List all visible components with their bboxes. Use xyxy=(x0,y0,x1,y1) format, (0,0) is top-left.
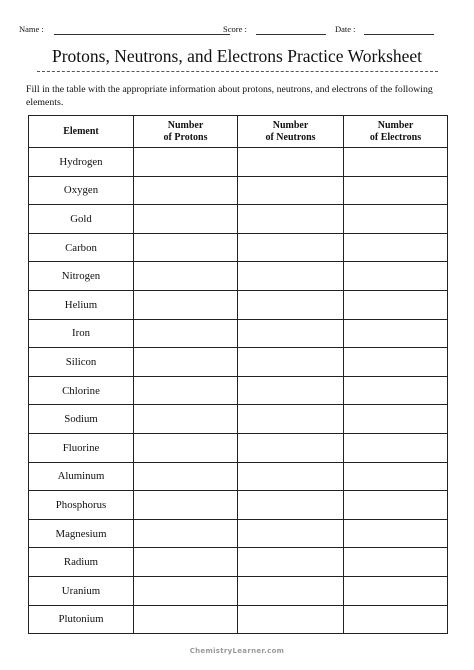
name-label: Name : xyxy=(19,24,44,34)
neutrons-cell[interactable] xyxy=(238,405,344,434)
table-row xyxy=(29,176,448,205)
table-row xyxy=(29,548,448,577)
table-row xyxy=(29,433,448,462)
element-name: Iron xyxy=(29,319,134,348)
column-header-protons: Number of Protons xyxy=(134,116,238,148)
neutrons-cell[interactable] xyxy=(238,548,344,577)
electrons-cell[interactable] xyxy=(344,148,448,177)
element-name: Magnesium xyxy=(29,519,134,548)
electrons-cell[interactable] xyxy=(344,548,448,577)
worksheet-table xyxy=(28,115,448,634)
table-row xyxy=(29,519,448,548)
table-header-row xyxy=(29,116,448,148)
protons-cell[interactable] xyxy=(134,462,238,491)
electrons-cell[interactable] xyxy=(344,205,448,234)
protons-cell[interactable] xyxy=(134,233,238,262)
neutrons-cell[interactable] xyxy=(238,233,344,262)
electrons-cell[interactable] xyxy=(344,576,448,605)
protons-cell[interactable] xyxy=(134,348,238,377)
neutrons-cell[interactable] xyxy=(238,462,344,491)
element-name: Silicon xyxy=(29,348,134,377)
title-divider xyxy=(37,71,438,72)
element-name: Aluminum xyxy=(29,462,134,491)
date-label: Date : xyxy=(335,24,356,34)
electrons-cell[interactable] xyxy=(344,290,448,319)
neutrons-cell[interactable] xyxy=(238,519,344,548)
electrons-cell[interactable] xyxy=(344,491,448,520)
student-info-line xyxy=(19,24,459,38)
table-row xyxy=(29,605,448,634)
element-name: Oxygen xyxy=(29,176,134,205)
neutrons-cell[interactable] xyxy=(238,319,344,348)
element-name: Chlorine xyxy=(29,376,134,405)
column-header-electrons: Number of Electrons xyxy=(344,116,448,148)
electrons-cell[interactable] xyxy=(344,319,448,348)
site-watermark: ChemistryLearner.com xyxy=(189,647,285,655)
electrons-cell[interactable] xyxy=(344,462,448,491)
table-row xyxy=(29,262,448,291)
date-field[interactable] xyxy=(364,34,434,35)
worksheet-title: Protons, Neutrons, and Electrons Practice Worksheet xyxy=(51,46,423,66)
protons-cell[interactable] xyxy=(134,290,238,319)
protons-cell[interactable] xyxy=(134,433,238,462)
score-label: Score : xyxy=(223,24,247,34)
neutrons-cell[interactable] xyxy=(238,262,344,291)
element-name: Sodium xyxy=(29,405,134,434)
neutrons-cell[interactable] xyxy=(238,605,344,634)
table-row xyxy=(29,376,448,405)
name-field[interactable] xyxy=(54,34,230,35)
electrons-cell[interactable] xyxy=(344,405,448,434)
neutrons-cell[interactable] xyxy=(238,176,344,205)
element-name: Plutonium xyxy=(29,605,134,634)
table-row xyxy=(29,290,448,319)
element-name: Hydrogen xyxy=(29,148,134,177)
electrons-cell[interactable] xyxy=(344,605,448,634)
neutrons-cell[interactable] xyxy=(238,433,344,462)
electrons-cell[interactable] xyxy=(344,233,448,262)
table-row xyxy=(29,491,448,520)
element-name: Fluorine xyxy=(29,433,134,462)
protons-cell[interactable] xyxy=(134,176,238,205)
table-row xyxy=(29,348,448,377)
element-name: Phosphorus xyxy=(29,491,134,520)
protons-cell[interactable] xyxy=(134,605,238,634)
protons-cell[interactable] xyxy=(134,376,238,405)
protons-cell[interactable] xyxy=(134,519,238,548)
table-row xyxy=(29,205,448,234)
neutrons-cell[interactable] xyxy=(238,491,344,520)
neutrons-cell[interactable] xyxy=(238,576,344,605)
electrons-cell[interactable] xyxy=(344,176,448,205)
protons-cell[interactable] xyxy=(134,548,238,577)
electrons-cell[interactable] xyxy=(344,262,448,291)
instructions-text: Fill in the table with the appropriate information about protons, neutrons, and electrons of the following elements. xyxy=(26,84,433,108)
neutrons-cell[interactable] xyxy=(238,205,344,234)
column-header-element: Element xyxy=(29,116,134,148)
protons-cell[interactable] xyxy=(134,148,238,177)
table-row xyxy=(29,319,448,348)
neutrons-cell[interactable] xyxy=(238,348,344,377)
electrons-cell[interactable] xyxy=(344,376,448,405)
protons-cell[interactable] xyxy=(134,576,238,605)
element-name: Gold xyxy=(29,205,134,234)
element-name: Helium xyxy=(29,290,134,319)
element-name: Uranium xyxy=(29,576,134,605)
element-name: Carbon xyxy=(29,233,134,262)
protons-cell[interactable] xyxy=(134,205,238,234)
column-header-neutrons: Number of Neutrons xyxy=(238,116,344,148)
protons-cell[interactable] xyxy=(134,405,238,434)
electrons-cell[interactable] xyxy=(344,348,448,377)
element-name: Nitrogen xyxy=(29,262,134,291)
table-row xyxy=(29,462,448,491)
element-name: Radium xyxy=(29,548,134,577)
protons-cell[interactable] xyxy=(134,262,238,291)
electrons-cell[interactable] xyxy=(344,519,448,548)
table-row xyxy=(29,148,448,177)
neutrons-cell[interactable] xyxy=(238,290,344,319)
table-row xyxy=(29,576,448,605)
protons-cell[interactable] xyxy=(134,319,238,348)
neutrons-cell[interactable] xyxy=(238,376,344,405)
electrons-cell[interactable] xyxy=(344,433,448,462)
table-row xyxy=(29,233,448,262)
score-field[interactable] xyxy=(256,34,326,35)
table-row xyxy=(29,405,448,434)
neutrons-cell[interactable] xyxy=(238,148,344,177)
protons-cell[interactable] xyxy=(134,491,238,520)
